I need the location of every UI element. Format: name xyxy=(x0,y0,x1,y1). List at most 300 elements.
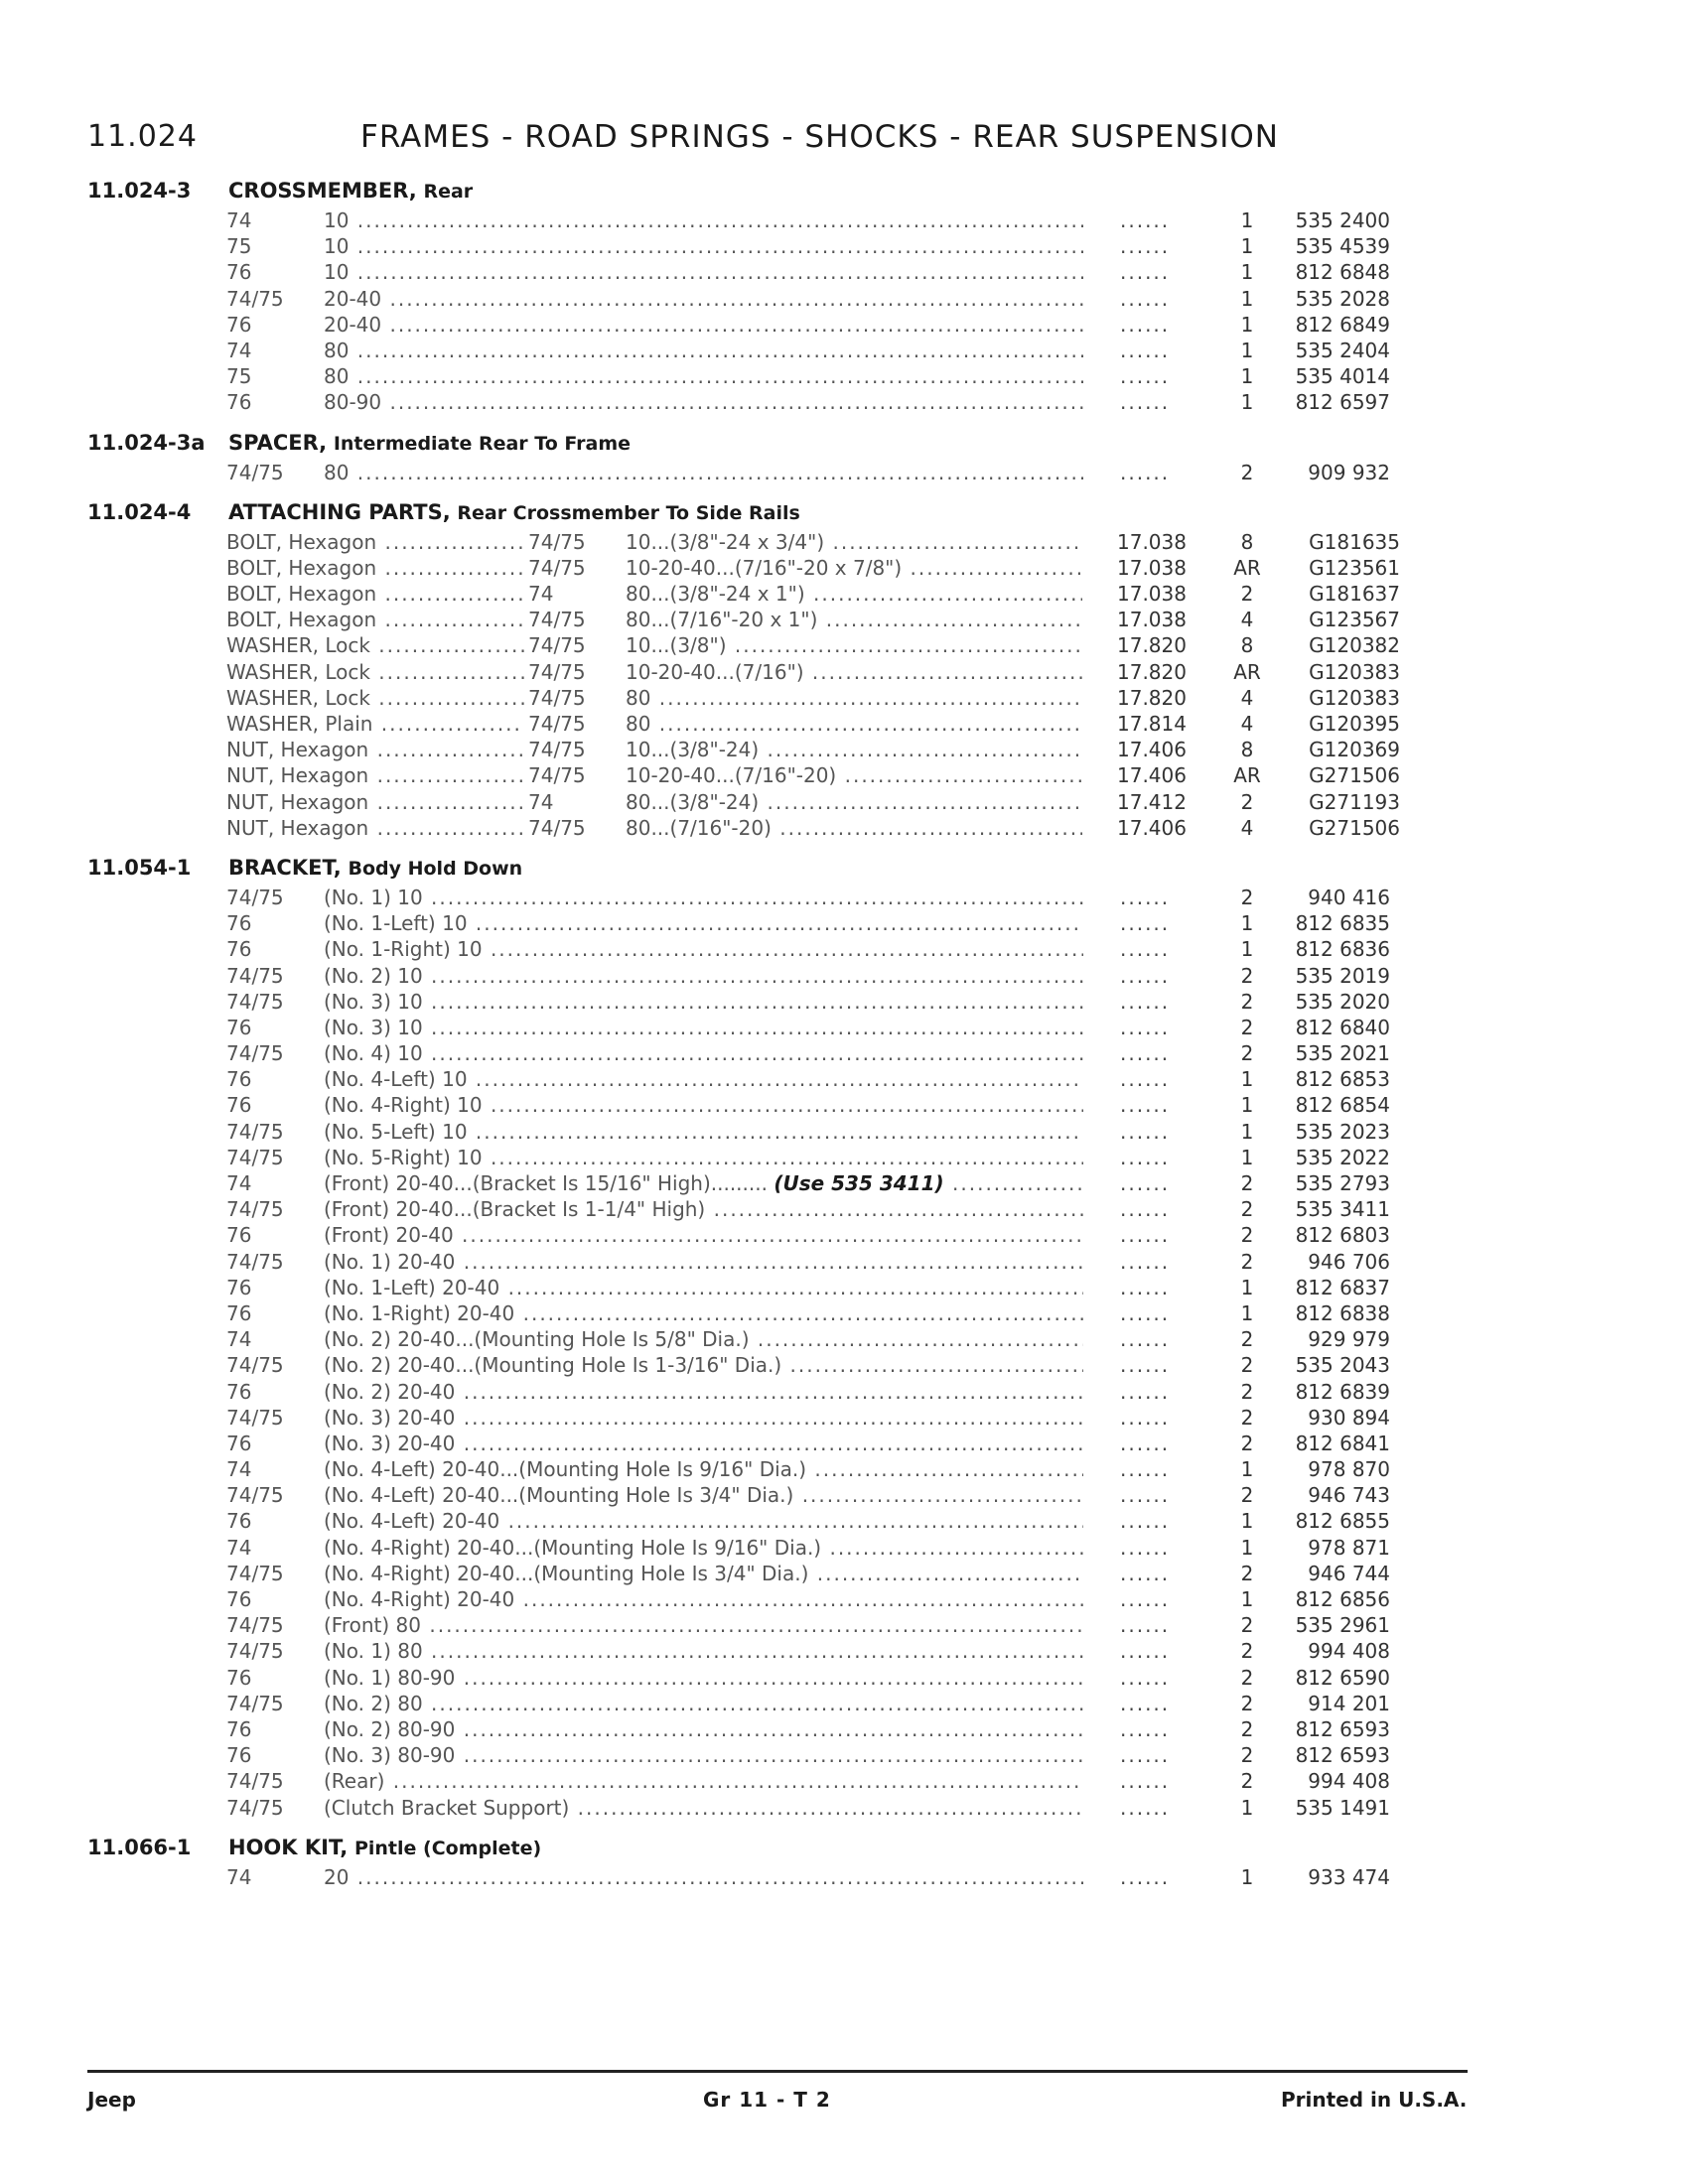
description-text: 10 xyxy=(324,208,350,232)
parts-section xyxy=(0,500,1688,842)
part-description xyxy=(324,234,1083,258)
part-type xyxy=(226,763,524,787)
part-number: 535 2020 xyxy=(1295,989,1390,1014)
part-row xyxy=(0,260,1688,286)
ref-placeholder: ...... xyxy=(1120,1691,1171,1715)
ref-placeholder: ...... xyxy=(1120,989,1171,1014)
part-number: G271193 xyxy=(1309,789,1400,814)
part-number: 930 894 xyxy=(1308,1405,1390,1430)
model-year: 74/75 xyxy=(226,1639,284,1664)
quantity: 2 xyxy=(1240,1716,1254,1741)
part-number: 933 474 xyxy=(1308,1864,1390,1889)
description-text: (No. 4-Left) 20-40...(Mounting Hole Is 3/4" Dia.) xyxy=(324,1483,794,1508)
section-name xyxy=(228,1836,541,1859)
part-row xyxy=(0,1639,1688,1665)
model-year: 74/75 xyxy=(528,815,586,840)
part-number: G181637 xyxy=(1309,582,1400,607)
quantity: 2 xyxy=(1240,1353,1254,1378)
description-text: 80 xyxy=(324,364,350,389)
part-description xyxy=(626,686,1082,710)
quantity: 1 xyxy=(1240,1509,1254,1534)
part-number: 812 6837 xyxy=(1295,1275,1390,1299)
part-description xyxy=(324,964,1083,988)
description-text: (Front) 20-40...(Bracket Is 15/16" High)......... xyxy=(324,1171,768,1195)
part-row xyxy=(0,208,1688,234)
part-description xyxy=(324,1380,1083,1404)
part-description xyxy=(626,556,1082,580)
part-row xyxy=(0,1457,1688,1483)
quantity: 2 xyxy=(1240,1613,1254,1638)
part-number: 812 6848 xyxy=(1295,260,1390,285)
ref-placeholder: ...... xyxy=(1120,1457,1171,1482)
attaching-part-row xyxy=(0,582,1688,608)
page-header xyxy=(87,119,1628,159)
part-number: 535 4014 xyxy=(1295,364,1390,389)
model-year: 74/75 xyxy=(528,738,586,762)
part-number: 812 6841 xyxy=(1295,1431,1390,1455)
part-description xyxy=(324,260,1083,284)
part-number: 929 979 xyxy=(1308,1327,1390,1352)
quantity: 1 xyxy=(1240,911,1254,936)
attaching-part-row xyxy=(0,608,1688,633)
part-number: 535 2022 xyxy=(1295,1145,1390,1169)
part-number: 535 2043 xyxy=(1295,1353,1390,1378)
part-description xyxy=(324,911,1083,935)
part-description xyxy=(324,339,1083,362)
part-row xyxy=(0,1536,1688,1562)
part-row xyxy=(0,390,1688,416)
part-row xyxy=(0,1692,1688,1717)
part-number: 535 2793 xyxy=(1295,1171,1390,1195)
description-text: 10-20-40...(7/16"-20 x 7/8") xyxy=(626,555,903,580)
part-row xyxy=(0,1562,1688,1587)
model-year: 74/75 xyxy=(528,685,586,710)
ref-placeholder: ...... xyxy=(1120,390,1171,415)
model-year: 74/75 xyxy=(528,659,586,684)
part-row xyxy=(0,937,1688,963)
description-text: 20-40 xyxy=(324,312,382,337)
quantity: 2 xyxy=(1240,885,1254,909)
quantity: 1 xyxy=(1240,260,1254,285)
attaching-part-row xyxy=(0,530,1688,556)
part-type xyxy=(226,608,524,631)
ref-placeholder: ...... xyxy=(1120,1300,1171,1325)
ref-placeholder: ...... xyxy=(1120,1561,1171,1585)
model-year: 74 xyxy=(528,789,554,814)
part-row xyxy=(0,1587,1688,1613)
part-row xyxy=(0,1223,1688,1249)
part-description xyxy=(324,1250,1083,1274)
part-type-text: WASHER, Lock xyxy=(226,659,370,684)
model-year: 74 xyxy=(226,1171,252,1195)
quantity: 2 xyxy=(1240,1769,1254,1794)
part-number: 914 201 xyxy=(1308,1691,1390,1715)
model-year: 74/75 xyxy=(226,1561,284,1585)
part-number: G271506 xyxy=(1309,815,1400,840)
description-text: (No. 2) 20-40 xyxy=(324,1379,456,1404)
part-number: 812 6803 xyxy=(1295,1223,1390,1248)
ref-placeholder: ...... xyxy=(1120,1197,1171,1222)
model-year: 76 xyxy=(226,1743,252,1768)
quantity: 1 xyxy=(1240,1300,1254,1325)
model-year: 74 xyxy=(226,338,252,362)
section-name xyxy=(228,856,522,880)
description-text: (No. 4-Left) 20-40...(Mounting Hole Is 9/16" Dia.) xyxy=(324,1457,807,1482)
part-description xyxy=(324,1613,1083,1637)
model-year: 76 xyxy=(226,911,252,936)
parts-list xyxy=(0,179,1688,1905)
part-row xyxy=(0,1769,1688,1795)
group-reference: 17.038 xyxy=(1117,582,1187,607)
model-year: 74 xyxy=(226,208,252,232)
description-text: (No. 1) 10 xyxy=(324,885,423,909)
part-number: 994 408 xyxy=(1308,1769,1390,1794)
attaching-part-row xyxy=(0,712,1688,738)
model-year: 74/75 xyxy=(528,529,586,554)
model-year: 74/75 xyxy=(528,555,586,580)
model-year: 74/75 xyxy=(226,1119,284,1144)
quantity: 1 xyxy=(1240,208,1254,232)
quantity: 2 xyxy=(1240,963,1254,988)
section-code: 11.054-1 xyxy=(87,855,192,880)
part-number: 812 6840 xyxy=(1295,1015,1390,1039)
quantity: 1 xyxy=(1240,1093,1254,1118)
model-year: 74 xyxy=(226,1327,252,1352)
quantity: 1 xyxy=(1240,286,1254,311)
description-text: (No. 4-Right) 20-40...(Mounting Hole Is 3/4" Dia.) xyxy=(324,1561,809,1585)
description-text: 80...(7/16"-20) xyxy=(626,815,772,840)
part-description xyxy=(324,1093,1083,1117)
page-number: 11.024 xyxy=(87,119,198,154)
part-number: G123567 xyxy=(1309,608,1400,632)
model-year: 76 xyxy=(226,260,252,285)
description-text: (No. 2) 10 xyxy=(324,963,423,988)
ref-placeholder: ...... xyxy=(1120,963,1171,988)
group-reference: 17.038 xyxy=(1117,529,1187,554)
part-row xyxy=(0,1171,1688,1197)
parts-section xyxy=(0,1836,1688,1891)
part-number: 812 6593 xyxy=(1295,1743,1390,1768)
attaching-part-row xyxy=(0,633,1688,659)
ref-placeholder: ...... xyxy=(1120,460,1171,484)
part-row xyxy=(0,1796,1688,1822)
part-description xyxy=(324,937,1083,961)
section-heading xyxy=(0,856,1688,886)
ref-placeholder: ...... xyxy=(1120,338,1171,362)
part-type xyxy=(226,712,524,736)
section-code: 11.024-3 xyxy=(87,179,192,203)
description-text: 10...(3/8"-24) xyxy=(626,738,760,762)
section-heading xyxy=(0,500,1688,530)
model-year: 76 xyxy=(226,312,252,337)
part-row xyxy=(0,1380,1688,1406)
section-code: 11.024-3a xyxy=(87,430,206,455)
ref-placeholder: ...... xyxy=(1120,1639,1171,1664)
description-text: 10-20-40...(7/16") xyxy=(626,659,804,684)
part-type-text: WASHER, Lock xyxy=(226,633,370,658)
part-description xyxy=(324,1041,1083,1065)
description-text: (No. 2) 20-40...(Mounting Hole Is 1-3/16" Dia.) xyxy=(324,1353,782,1378)
description-text: (No. 4-Right) 10 xyxy=(324,1093,483,1118)
ref-placeholder: ...... xyxy=(1120,1119,1171,1144)
part-number: 946 744 xyxy=(1308,1561,1390,1585)
model-year: 76 xyxy=(226,937,252,962)
part-name: SPACER, xyxy=(228,430,328,455)
quantity: 2 xyxy=(1240,1561,1254,1585)
attaching-part-row xyxy=(0,790,1688,816)
part-number: 812 6849 xyxy=(1295,312,1390,337)
ref-placeholder: ...... xyxy=(1120,1665,1171,1690)
model-year: 75 xyxy=(226,364,252,389)
part-description xyxy=(324,1457,1083,1481)
description-text: 80...(3/8"-24 x 1") xyxy=(626,582,805,607)
quantity: 2 xyxy=(1240,1197,1254,1222)
model-year: 74/75 xyxy=(528,608,586,632)
part-description xyxy=(324,1562,1083,1585)
model-year: 74/75 xyxy=(226,885,284,909)
description-text: (No. 3) 10 xyxy=(324,1015,423,1039)
description-text: 80...(3/8"-24) xyxy=(626,789,760,814)
part-number: 812 6839 xyxy=(1295,1379,1390,1404)
part-number: 940 416 xyxy=(1308,885,1390,909)
description-text: 80 xyxy=(324,338,350,362)
attaching-part-row xyxy=(0,556,1688,582)
part-type xyxy=(226,816,524,840)
model-year: 74/75 xyxy=(528,763,586,788)
quantity: 2 xyxy=(1240,1431,1254,1455)
ref-placeholder: ...... xyxy=(1120,1015,1171,1039)
description-text: 10-20-40...(7/16"-20) xyxy=(626,763,837,788)
section-heading xyxy=(0,179,1688,208)
group-reference: 17.814 xyxy=(1117,712,1187,736)
ref-placeholder: ...... xyxy=(1120,1327,1171,1352)
part-description xyxy=(324,1432,1083,1455)
part-description xyxy=(626,530,1082,554)
quantity: 1 xyxy=(1240,1067,1254,1092)
part-description xyxy=(324,886,1083,909)
ref-placeholder: ...... xyxy=(1120,286,1171,311)
part-description xyxy=(324,990,1083,1014)
group-reference: 17.406 xyxy=(1117,763,1187,788)
part-row xyxy=(0,964,1688,990)
part-type xyxy=(226,738,524,761)
part-row xyxy=(0,911,1688,937)
part-number: 978 871 xyxy=(1308,1535,1390,1560)
part-number: 812 6836 xyxy=(1295,937,1390,962)
part-description xyxy=(324,1327,1083,1351)
model-year: 76 xyxy=(226,1509,252,1534)
model-year: 74/75 xyxy=(226,1483,284,1508)
part-row xyxy=(0,1041,1688,1067)
quantity: 1 xyxy=(1240,338,1254,362)
part-row xyxy=(0,1146,1688,1171)
description-text: 10 xyxy=(324,234,350,259)
model-year: 74/75 xyxy=(226,1613,284,1638)
group-reference: 17.412 xyxy=(1117,789,1187,814)
description-text: (No. 1-Right) 10 xyxy=(324,937,483,962)
part-name: BRACKET, xyxy=(228,855,342,880)
part-number: 535 2023 xyxy=(1295,1119,1390,1144)
quantity: 2 xyxy=(1240,1379,1254,1404)
model-year: 74/75 xyxy=(226,1769,284,1794)
model-year: 76 xyxy=(226,1716,252,1741)
part-type-text: NUT, Hexagon xyxy=(226,738,369,762)
quantity: 1 xyxy=(1240,1119,1254,1144)
model-year: 74/75 xyxy=(226,1795,284,1820)
part-number: 978 870 xyxy=(1308,1457,1390,1482)
quantity: 1 xyxy=(1240,364,1254,389)
part-row xyxy=(0,1197,1688,1223)
part-number: 535 3411 xyxy=(1295,1197,1390,1222)
part-description xyxy=(626,816,1082,840)
description-text: (No. 4-Right) 20-40...(Mounting Hole Is 9/16" Dia.) xyxy=(324,1535,822,1560)
section-name xyxy=(228,179,473,203)
group-reference: 17.038 xyxy=(1117,555,1187,580)
description-text: (No. 4-Left) 10 xyxy=(324,1067,468,1092)
group-reference: 17.406 xyxy=(1117,815,1187,840)
part-type xyxy=(226,530,524,554)
attaching-part-row xyxy=(0,660,1688,686)
section-name xyxy=(228,431,631,455)
footer-printed: Printed in U.S.A. xyxy=(1281,2088,1468,2112)
footer-brand: Jeep xyxy=(87,2088,136,2112)
part-number: 946 743 xyxy=(1308,1483,1390,1508)
part-number: G120383 xyxy=(1309,659,1400,684)
part-row xyxy=(0,1509,1688,1535)
part-number: 812 6597 xyxy=(1295,390,1390,415)
part-row xyxy=(0,1613,1688,1639)
part-description xyxy=(324,1796,1083,1820)
part-description xyxy=(324,1067,1083,1091)
part-type-text: WASHER, Lock xyxy=(226,685,370,710)
quantity: 1 xyxy=(1240,234,1254,259)
ref-placeholder: ...... xyxy=(1120,1353,1171,1378)
description-text: (No. 1-Left) 10 xyxy=(324,911,468,936)
description-text: (No. 2) 80-90 xyxy=(324,1716,456,1741)
part-row xyxy=(0,1276,1688,1301)
quantity: 2 xyxy=(1240,1327,1254,1352)
part-row xyxy=(0,1301,1688,1327)
part-number: 812 6854 xyxy=(1295,1093,1390,1118)
group-reference: 17.820 xyxy=(1117,633,1187,658)
ref-placeholder: ...... xyxy=(1120,911,1171,936)
ref-placeholder: ...... xyxy=(1120,1509,1171,1534)
part-number: 812 6853 xyxy=(1295,1067,1390,1092)
ref-placeholder: ...... xyxy=(1120,1613,1171,1638)
part-number: G120369 xyxy=(1309,738,1400,762)
quantity: 2 xyxy=(1240,582,1254,607)
quantity: 2 xyxy=(1240,1405,1254,1430)
part-row xyxy=(0,886,1688,911)
part-row xyxy=(0,1067,1688,1093)
ref-placeholder: ...... xyxy=(1120,260,1171,285)
description-text: (No. 3) 80-90 xyxy=(324,1743,456,1768)
model-year: 74/75 xyxy=(226,1353,284,1378)
part-description xyxy=(324,1666,1083,1690)
model-year: 74/75 xyxy=(226,286,284,311)
ref-placeholder: ...... xyxy=(1120,1431,1171,1455)
description-text: 80-90 xyxy=(324,390,382,415)
quantity: 4 xyxy=(1240,685,1254,710)
description-text: (No. 1-Right) 20-40 xyxy=(324,1300,515,1325)
part-name: ATTACHING PARTS, xyxy=(228,499,451,524)
quantity: 2 xyxy=(1240,1171,1254,1195)
part-description xyxy=(324,1223,1083,1247)
part-description xyxy=(626,763,1082,787)
ref-placeholder: ...... xyxy=(1120,312,1171,337)
part-description xyxy=(324,390,1083,414)
quantity: 2 xyxy=(1240,789,1254,814)
part-type-text: NUT, Hexagon xyxy=(226,815,369,840)
quantity: AR xyxy=(1233,763,1261,788)
part-row xyxy=(0,1432,1688,1457)
part-description xyxy=(324,208,1083,232)
part-description xyxy=(626,738,1082,761)
model-year: 76 xyxy=(226,1093,252,1118)
description-text: 10 xyxy=(324,260,350,285)
part-description xyxy=(324,1197,1083,1221)
part-description xyxy=(324,364,1083,388)
part-description xyxy=(324,1692,1083,1715)
part-number: 535 2961 xyxy=(1295,1613,1390,1638)
ref-placeholder: ...... xyxy=(1120,1535,1171,1560)
part-row xyxy=(0,1016,1688,1041)
part-row xyxy=(0,1120,1688,1146)
section-heading xyxy=(0,431,1688,461)
part-row xyxy=(0,1743,1688,1769)
quantity: 1 xyxy=(1240,1145,1254,1169)
footer-group-code: Gr 11 - T 2 xyxy=(703,2088,831,2112)
part-number: G123561 xyxy=(1309,555,1400,580)
model-year: 74 xyxy=(226,1457,252,1482)
ref-placeholder: ...... xyxy=(1120,1587,1171,1611)
model-year: 74/75 xyxy=(226,989,284,1014)
quantity: 2 xyxy=(1240,1249,1254,1274)
model-year: 76 xyxy=(226,1587,252,1611)
part-description xyxy=(324,313,1083,337)
footer-divider xyxy=(87,2070,1468,2073)
part-row xyxy=(0,1327,1688,1353)
group-reference: 17.820 xyxy=(1117,685,1187,710)
description-text: (No. 4) 10 xyxy=(324,1041,423,1066)
part-subtitle: Pintle (Complete) xyxy=(353,1837,542,1859)
part-name: CROSSMEMBER, xyxy=(228,179,417,203)
part-number: 535 2019 xyxy=(1295,963,1390,988)
part-description xyxy=(626,660,1082,684)
group-reference: 17.820 xyxy=(1117,659,1187,684)
ref-placeholder: ...... xyxy=(1120,1716,1171,1741)
ref-placeholder: ...... xyxy=(1120,937,1171,962)
part-number: 812 6855 xyxy=(1295,1509,1390,1534)
model-year: 74/75 xyxy=(528,633,586,658)
description-text: (No. 2) 20-40...(Mounting Hole Is 5/8" Dia.) xyxy=(324,1327,750,1352)
part-type-text: NUT, Hexagon xyxy=(226,789,369,814)
part-description xyxy=(324,461,1083,484)
part-number: G120382 xyxy=(1309,633,1400,658)
ref-placeholder: ...... xyxy=(1120,1769,1171,1794)
part-description xyxy=(324,1769,1083,1793)
model-year: 74/75 xyxy=(226,1145,284,1169)
quantity: 1 xyxy=(1240,312,1254,337)
quantity: 2 xyxy=(1240,1665,1254,1690)
attaching-part-row xyxy=(0,686,1688,712)
group-reference: 17.038 xyxy=(1117,608,1187,632)
section-heading xyxy=(0,1836,1688,1865)
description-text: 10...(3/8") xyxy=(626,633,727,658)
parts-section xyxy=(0,179,1688,417)
quantity: 2 xyxy=(1240,1483,1254,1508)
part-row xyxy=(0,234,1688,260)
